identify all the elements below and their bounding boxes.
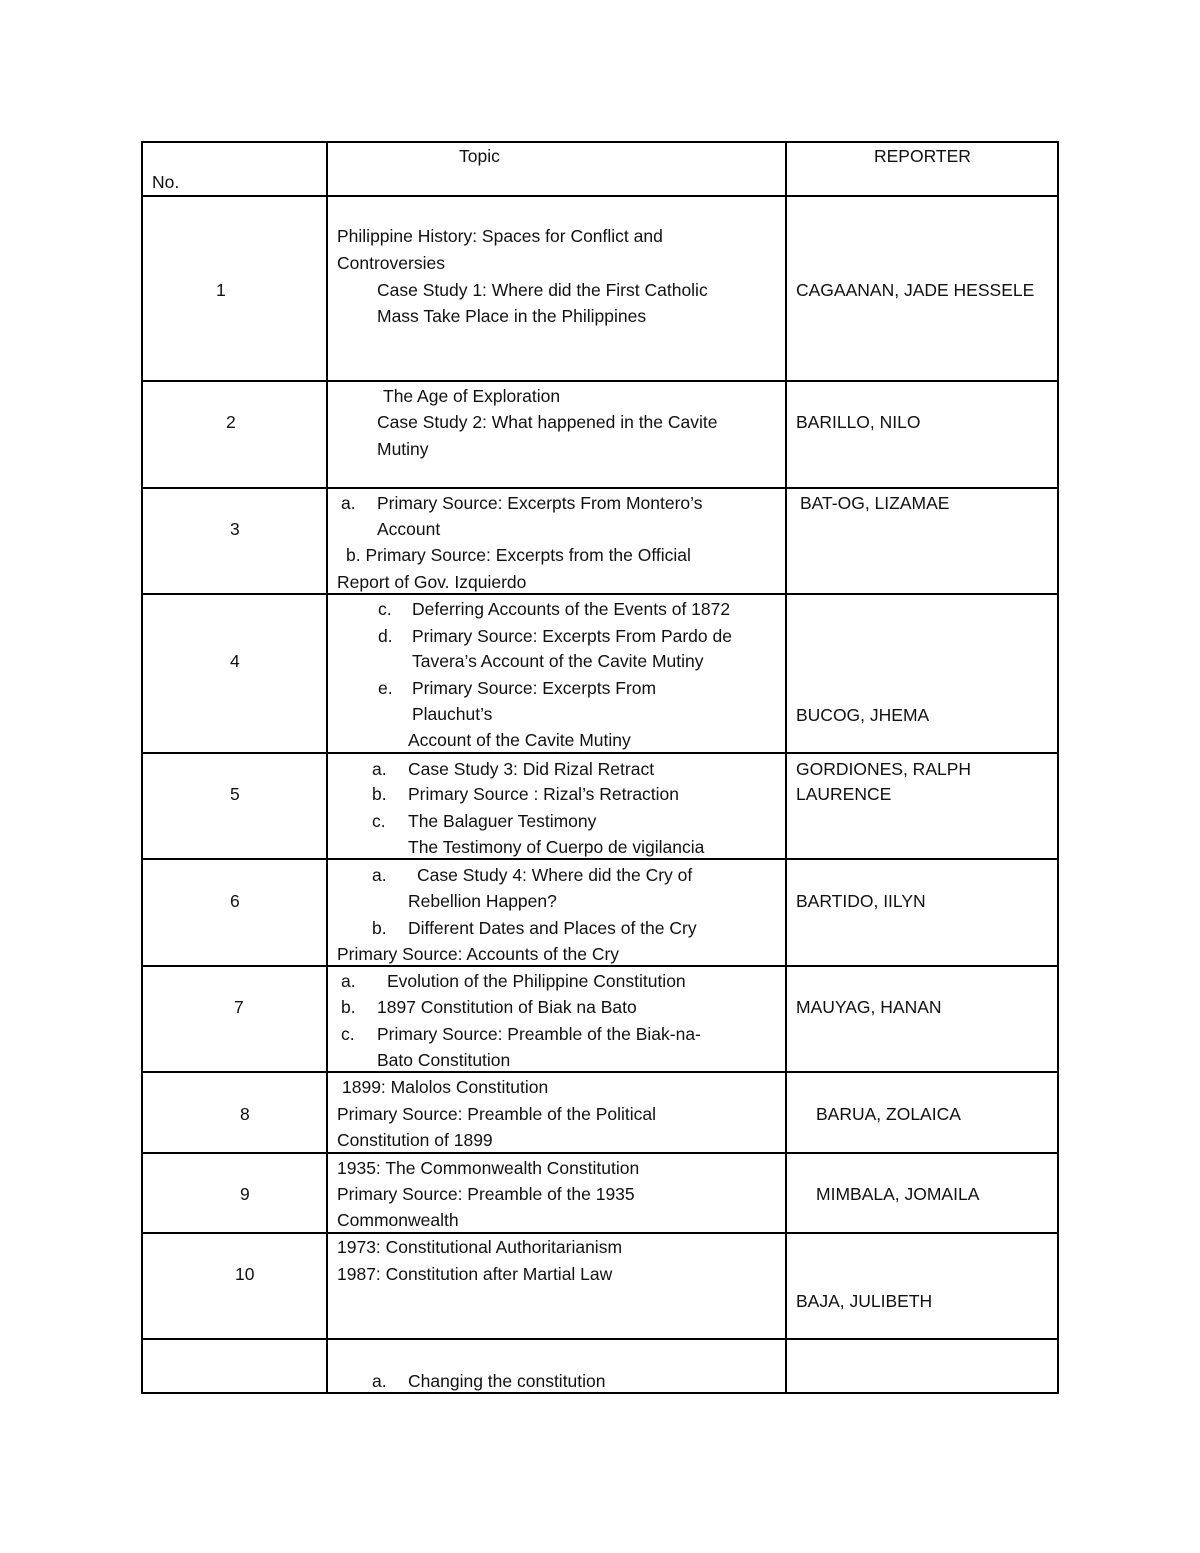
topic-line: Report of Gov. Izquierdo [337, 572, 527, 592]
topic-line: Mass Take Place in the Philippines [377, 306, 647, 326]
topic-line: Rebellion Happen? [408, 891, 557, 911]
list-marker: a. [341, 493, 356, 513]
topic-line: Tavera’s Account of the Cavite Mutiny [412, 651, 704, 671]
column-divider [785, 141, 787, 1394]
topic-line: Different Dates and Places of the Cry [408, 918, 697, 938]
topic-line: 1899: Malolos Constitution [342, 1077, 549, 1097]
reporter-name: BARUA, ZOLAICA [816, 1104, 961, 1124]
row-number: 1 [216, 280, 226, 300]
list-marker: a. [372, 1371, 387, 1391]
list-marker: b. [372, 918, 387, 938]
topic-line: Case Study 4: Where did the Cry of [417, 865, 693, 885]
topic-line: The Balaguer Testimony [408, 811, 597, 831]
reporter-name: BAJA, JULIBETH [796, 1291, 933, 1311]
topic-line: Primary Source: Preamble of the 1935 [337, 1184, 635, 1204]
list-marker: c. [372, 811, 386, 831]
topic-line: Bato Constitution [377, 1050, 511, 1070]
topic-line: Primary Source: Accounts of the Cry [337, 944, 620, 964]
row-divider [141, 1152, 1058, 1154]
reporter-name: BAT-OG, LIZAMAE [800, 493, 950, 513]
topic-line: Philippine History: Spaces for Conflict and [337, 226, 663, 246]
row-number: 7 [234, 997, 244, 1017]
reporter-name: CAGAANAN, JADE HESSELE [796, 280, 1035, 300]
topic-line: The Age of Exploration [383, 386, 561, 406]
list-marker: a. [341, 971, 356, 991]
reporter-name: MAUYAG, HANAN [796, 997, 942, 1017]
topic-line: Account [377, 519, 441, 539]
reporter-name: MIMBALA, JOMAILA [816, 1184, 980, 1204]
topic-line: Case Study 2: What happened in the Cavite [377, 412, 718, 432]
topic-line: Plauchut’s [412, 704, 493, 724]
header-reporter: REPORTER [874, 146, 971, 166]
topic-line: Case Study 3: Did Rizal Retract [408, 759, 655, 779]
row-number: 5 [230, 784, 240, 804]
header-no: No. [152, 172, 180, 192]
topic-line: Commonwealth [337, 1210, 459, 1230]
row-number: 9 [240, 1184, 250, 1204]
topic-line: Primary Source: Preamble of the Political [337, 1104, 657, 1124]
list-marker: a. [372, 865, 387, 885]
topic-line: 1973: Constitutional Authoritarianism [337, 1237, 623, 1257]
list-marker: e. [378, 678, 393, 698]
row-divider [141, 593, 1058, 595]
row-number: 2 [226, 412, 236, 432]
topic-line: Primary Source : Rizal’s Retraction [408, 784, 680, 804]
topic-line: 1935: The Commonwealth Constitution [337, 1158, 640, 1178]
row-divider [141, 1071, 1058, 1073]
list-marker: b. [372, 784, 387, 804]
list-marker: c. [341, 1024, 355, 1044]
row-number: 3 [230, 519, 240, 539]
topic-line: 1897 Constitution of Biak na Bato [377, 997, 637, 1017]
list-marker: c. [378, 599, 392, 619]
topic-line: Controversies [337, 253, 445, 273]
topic-line: Changing the constitution [408, 1371, 606, 1391]
reporter-name: GORDIONES, RALPH [796, 759, 972, 779]
topic-line: Primary Source: Excerpts From Pardo de [412, 626, 732, 646]
topic-line: Primary Source: Preamble of the Biak-na- [377, 1024, 701, 1044]
topic-line: Primary Source: Excerpts From [412, 678, 657, 698]
table-border-left [141, 141, 143, 1394]
column-divider [326, 141, 328, 1394]
header-topic: Topic [459, 146, 500, 166]
row-number: 6 [230, 891, 240, 911]
topic-line: Mutiny [377, 439, 429, 459]
topic-line: Case Study 1: Where did the First Catholic [377, 280, 708, 300]
reporter-name: BUCOG, JHEMA [796, 705, 930, 725]
list-marker: a. [372, 759, 387, 779]
row-number: 4 [230, 651, 240, 671]
list-marker: d. [378, 626, 393, 646]
reporter-name: LAURENCE [796, 784, 892, 804]
table-border-right [1057, 141, 1059, 1394]
row-divider [141, 380, 1058, 382]
row-number: 8 [240, 1104, 250, 1124]
row-number: 10 [235, 1264, 255, 1284]
row-divider [141, 195, 1058, 197]
topic-line: Primary Source: Excerpts From Montero’s [377, 493, 703, 513]
topic-line: b. Primary Source: Excerpts from the Official [346, 545, 691, 565]
topic-line: The Testimony of Cuerpo de vigilancia [408, 837, 705, 857]
list-marker: b. [341, 997, 356, 1017]
topic-line: 1987: Constitution after Martial Law [337, 1264, 613, 1284]
topic-line: Evolution of the Philippine Constitution [387, 971, 686, 991]
reporter-name: BARILLO, NILO [796, 412, 921, 432]
topic-line: Constitution of 1899 [337, 1130, 493, 1150]
topic-line: Deferring Accounts of the Events of 1872 [412, 599, 731, 619]
row-divider [141, 1338, 1058, 1340]
row-divider [141, 487, 1058, 489]
reporter-name: BARTIDO, IILYN [796, 891, 926, 911]
topic-line: Account of the Cavite Mutiny [408, 730, 631, 750]
